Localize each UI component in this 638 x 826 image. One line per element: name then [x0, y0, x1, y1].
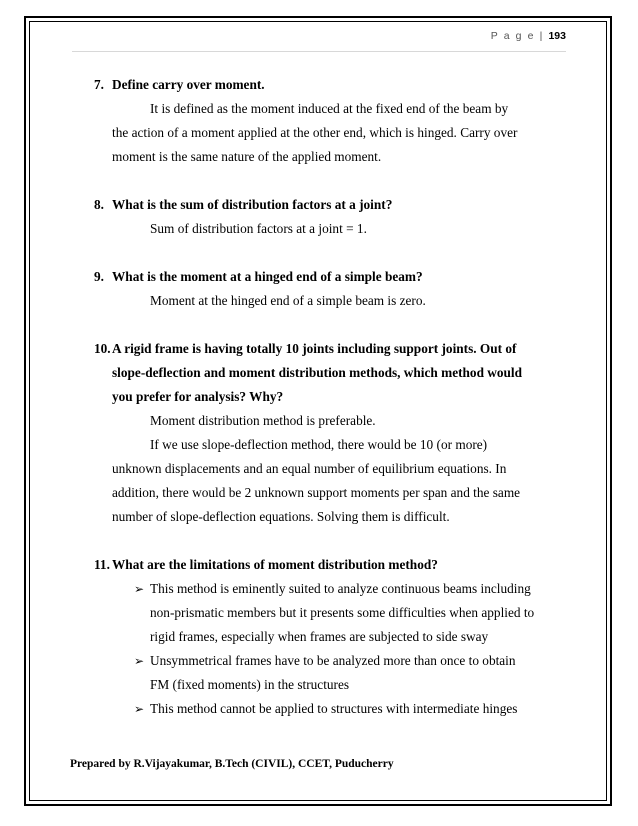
- question-10: [94, 337, 584, 361]
- question-9: [94, 265, 584, 289]
- header-divider: [72, 51, 566, 52]
- answer-line: Moment at the hinged end of a simple beam is zero.: [150, 293, 426, 308]
- question-8: [94, 193, 584, 217]
- arrow-bullet-icon: ➢: [134, 702, 145, 716]
- question-text: What are the limitations of moment distribution method?: [112, 557, 438, 572]
- bullet-line: This method is eminently suited to analyze continuous beams including: [150, 581, 531, 596]
- bullet-line: FM (fixed moments) in the structures: [150, 677, 350, 692]
- answer-line: unknown displacements and an equal number of equilibrium equations. In: [112, 461, 507, 476]
- answer-line: number of slope-deflection equations. Solving them is difficult.: [112, 509, 450, 524]
- document-body: [94, 73, 584, 721]
- bullet-line: Unsymmetrical frames have to be analyzed more than once to obtain: [150, 653, 516, 668]
- bullet-line: rigid frames, especially when frames are subjected to side sway: [150, 629, 489, 644]
- list-item: [94, 577, 584, 649]
- page-label: P a g e: [490, 30, 536, 42]
- question-number: 11.: [94, 557, 110, 572]
- page-header: [491, 30, 566, 42]
- answer-line: It is defined as the moment induced at the fixed end of the beam by: [150, 101, 509, 116]
- question-number: 7.: [94, 77, 104, 92]
- question-text-line: you prefer for analysis? Why?: [112, 389, 284, 404]
- question-text: What is the moment at a hinged end of a simple beam?: [112, 269, 423, 284]
- page-number: 193: [548, 30, 566, 42]
- page-footer: Prepared by R.Vijayakumar, B.Tech (CIVIL), CCET, Puducherry: [70, 758, 394, 770]
- question-11: [94, 553, 584, 577]
- question-number: 9.: [94, 269, 104, 284]
- question-text: Define carry over moment.: [112, 77, 265, 92]
- list-item: [94, 697, 584, 721]
- answer-line: Sum of distribution factors at a joint = 1.: [150, 221, 367, 236]
- question-text: A rigid frame is having totally 10 joints including support joints. Out of: [112, 341, 517, 356]
- answer-line: If we use slope-deflection method, there would be 10 (or more): [150, 437, 488, 452]
- bullet-line: non-prismatic members but it presents some difficulties when applied to: [150, 605, 535, 620]
- question-number: 10.: [94, 341, 111, 356]
- arrow-bullet-icon: ➢: [134, 654, 145, 668]
- answer-line: moment is the same nature of the applied moment.: [112, 149, 382, 164]
- list-item: [94, 649, 584, 697]
- question-text: What is the sum of distribution factors at a joint?: [112, 197, 393, 212]
- arrow-bullet-icon: ➢: [134, 582, 145, 596]
- question-text-line: slope-deflection and moment distribution methods, which method would: [112, 365, 523, 380]
- question-7: [94, 73, 584, 97]
- answer-line: the action of a moment applied at the other end, which is hinged. Carry over: [112, 125, 518, 140]
- bullet-line: This method cannot be applied to structures with intermediate hinges: [150, 701, 518, 716]
- answer-line: addition, there would be 2 unknown support moments per span and the same: [112, 485, 521, 500]
- question-number: 8.: [94, 197, 104, 212]
- answer-line: Moment distribution method is preferable.: [150, 413, 376, 428]
- page-separator: |: [539, 30, 544, 42]
